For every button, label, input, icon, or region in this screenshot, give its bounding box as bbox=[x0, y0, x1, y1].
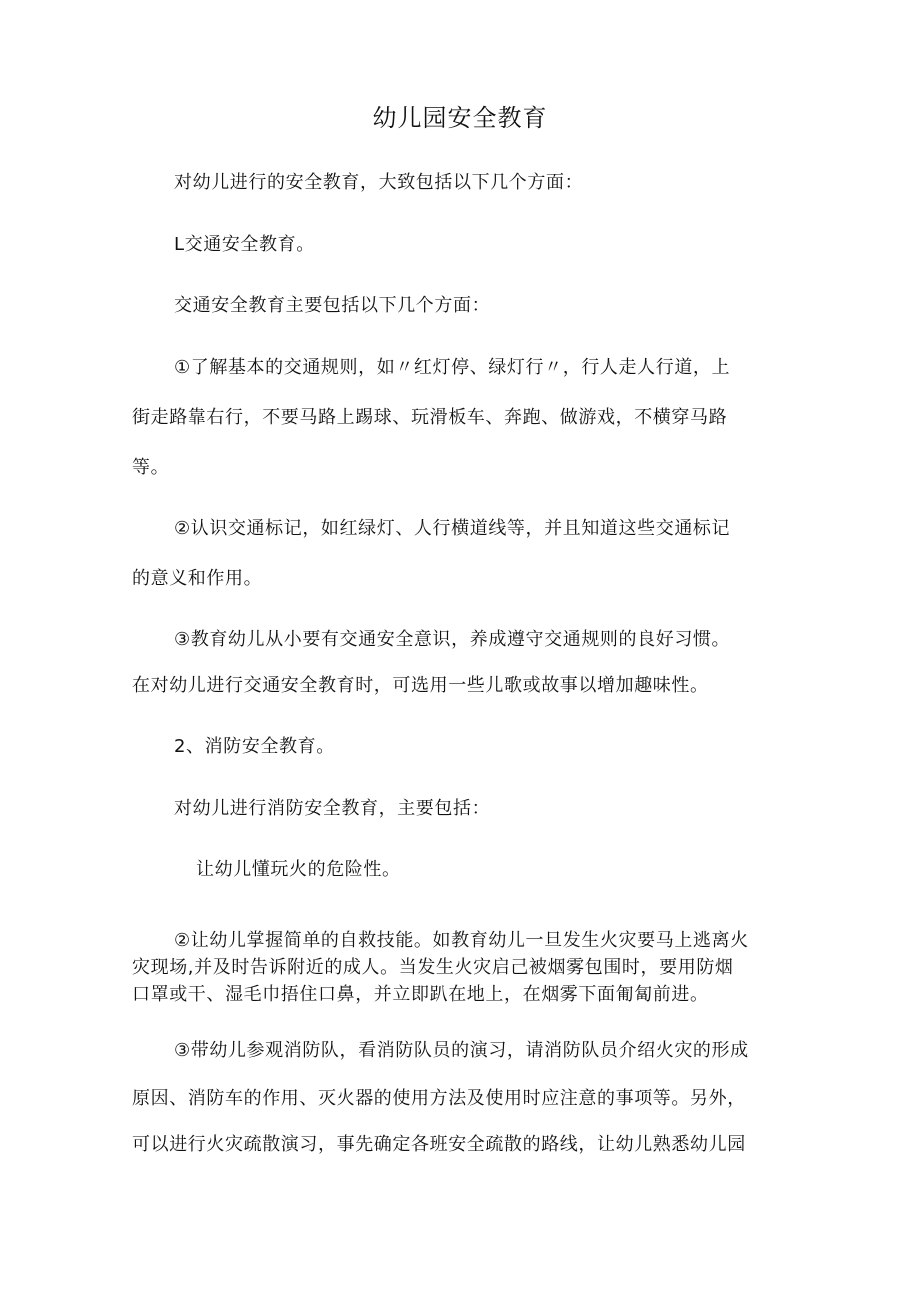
paragraph-line: 等。 bbox=[132, 457, 170, 478]
paragraph-line: 可以进行火灾疏散演习，事先确定各班安全疏散的路线，让幼儿熟悉幼儿园 bbox=[132, 1134, 746, 1155]
paragraph-line: 灾现场,并及时告诉附近的成人。当发生火灾启己被烟雾包围时，要用防烟 bbox=[132, 957, 734, 978]
page-title: 幼儿园安全教育 bbox=[372, 104, 548, 132]
paragraph-line: 让幼儿懂玩火的危险性。 bbox=[196, 859, 401, 880]
paragraph-fire-intro: 对幼儿进行消防安全教育，主要包括： bbox=[174, 798, 491, 819]
paragraph-line: ②让幼儿掌握简单的自救技能。如教育幼儿一旦发生火灾要马上逃离火 bbox=[174, 930, 749, 951]
paragraph-line: 在对幼儿进行交通安全教育时，可选用一些儿歌或故事以增加趣味性。 bbox=[132, 675, 709, 696]
paragraph-line: ①了解基本的交通规则，如〃红灯停、绿灯行〃，行人走人行道，上 bbox=[174, 357, 731, 378]
paragraph-line: ③带幼儿参观消防队，看消防队员的演习，请消防队员介绍火灾的形成 bbox=[174, 1040, 749, 1061]
section-heading-traffic: L交通安全教育。 bbox=[174, 234, 315, 255]
paragraph-line: 的意义和作用。 bbox=[132, 568, 263, 589]
section-heading-fire: 2、消防安全教育。 bbox=[174, 736, 335, 757]
paragraph-line: ③教育幼儿从小要有交通安全意识，养成遵守交通规则的良好习惯。 bbox=[174, 629, 731, 650]
paragraph-line: 街走路靠右行，不要马路上踢球、玩滑板车、奔跑、做游戏，不横穿马路 bbox=[132, 407, 728, 428]
paragraph-traffic-intro: 交通安全教育主要包括以下几个方面： bbox=[174, 295, 491, 316]
paragraph-line: 原因、消防车的作用、灭火器的使用方法及使用时应注意的事项等。另外， bbox=[132, 1088, 746, 1109]
paragraph-line: ②认识交通标记，如红绿灯、人行横道线等，并且知道这些交通标记 bbox=[174, 518, 731, 539]
paragraph-intro: 对幼儿进行的安全教育，大致包括以下几个方面： bbox=[174, 172, 584, 193]
paragraph-line: 口罩或干、湿毛巾捂住口鼻，并立即趴在地上，在烟雾下面匍匐前进。 bbox=[132, 984, 709, 1005]
